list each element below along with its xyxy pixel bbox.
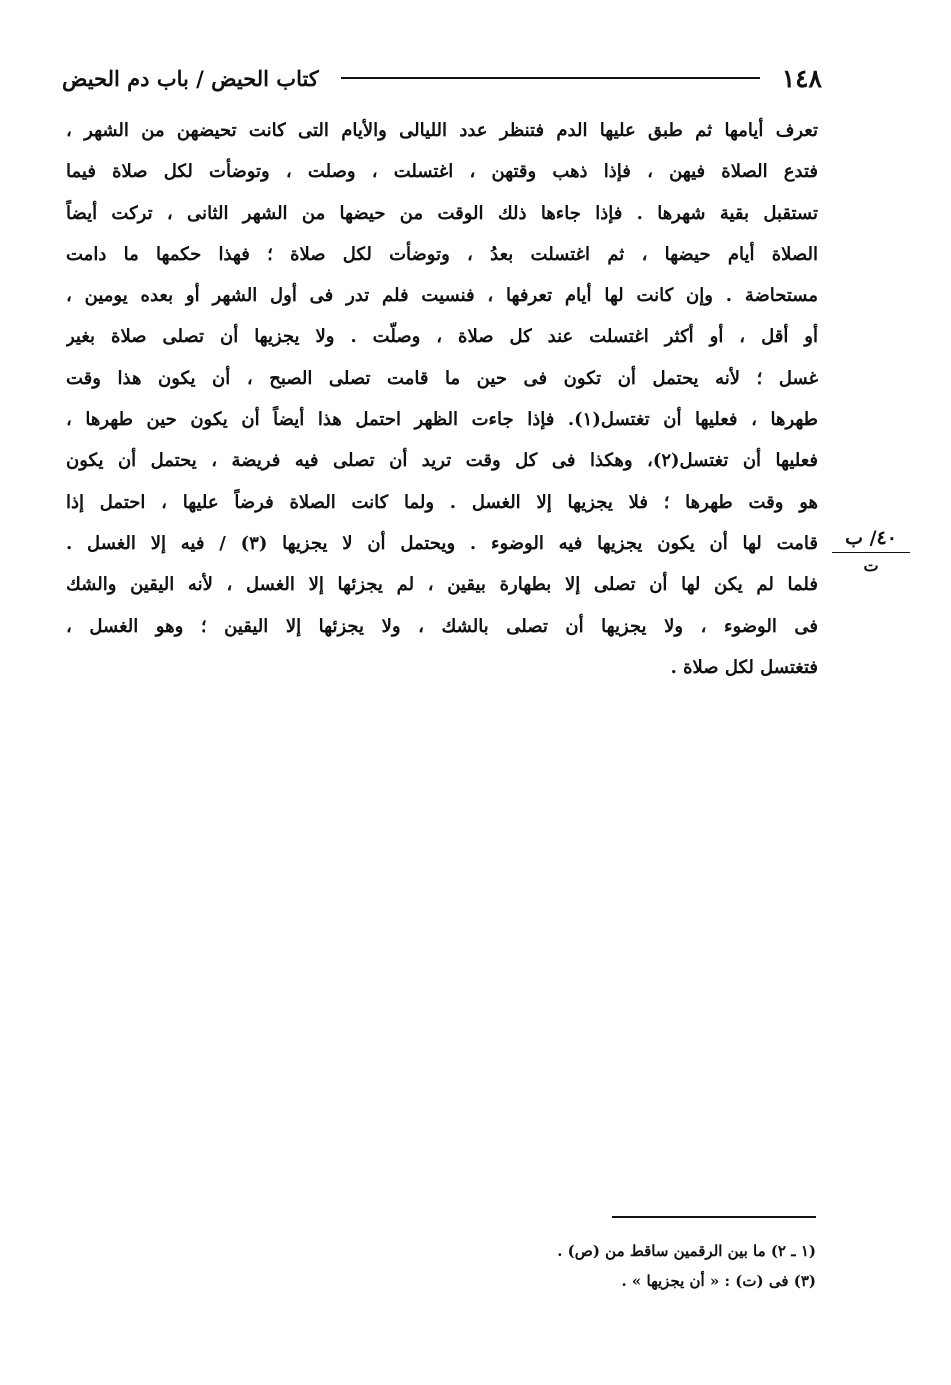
page-number: ١٤٨ [781, 63, 822, 93]
text-line: مستحاضة . وإن كانت لها أيام تعرفها ، فنسيت فلم تدر فى أول الشهر أو بعده يومين ، [66, 285, 818, 307]
running-title: كتاب الحيض / باب دم الحيض [62, 65, 319, 91]
margin-folio-number: ٤٠/ ب [832, 527, 910, 553]
text-line: تعرف أيامها ثم طبق عليها الدم فتنظر عدد الليالى والأيام التى كانت تحيضهن من الشهر ، [66, 120, 818, 141]
margin-folio-note [832, 527, 910, 577]
text-line: فلما لم يكن لها أن تصلى إلا بطهارة بيقين ، لم يجزئها إلا الغسل ، لأنه اليقين والشك [66, 574, 818, 596]
text-line: فتدع الصلاة فيهن ، فإذا ذهب وقتهن ، اغتسلت ، وصلت ، وتوضأت لكل صلاة فيما [66, 161, 818, 183]
page-header [62, 58, 822, 98]
footnote: (٣) فى (ت) : « أن يجزيها » . [621, 1272, 816, 1290]
text-line: طهرها ، فعليها أن تغتسل(١). فإذا جاءت الظهر احتمل هذا أيضاً أن يكون حين طهرها ، [66, 409, 818, 431]
main-text [66, 110, 818, 688]
footnotes [300, 1236, 816, 1296]
header-rule [341, 77, 760, 79]
text-line: قامت لها أن يكون يجزيها فيه الوضوء . ويحتمل أن لا يجزيها (٣) / فيه إلا الغسل . [66, 532, 818, 554]
footnote-rule [612, 1216, 816, 1218]
text-line: الصلاة أيام حيضها ، ثم اغتسلت بعدُ ، وتوضأت لكل صلاة ؛ فهذا حكمها ما دامت [66, 243, 818, 265]
footnote: (١ ـ ٢) ما بين الرقمين ساقط من (ص) . [557, 1242, 816, 1260]
text-line: فى الوضوء ، ولا يجزيها أن تصلى بالشك ، ولا يجزئها إلا اليقين ؛ وهو الغسل ، [66, 615, 818, 637]
text-line: تستقبل بقية شهرها . فإذا جاءها ذلك الوقت من حيضها من الشهر الثانى ، تركت أيضاً [66, 202, 818, 224]
text-line: فتغتسل لكل صلاة . [670, 656, 818, 678]
text-line: هو وقت طهرها ؛ فلا يجزيها إلا الغسل . ولما كانت الصلاة فرضاً عليها ، احتمل إذا [66, 491, 818, 513]
margin-manuscript-siglum: ت [863, 556, 879, 575]
text-line: غسل ؛ لأنه يحتمل أن تكون فى حين ما قامت تصلى الصبح ، أن يكون هذا وقت [66, 367, 818, 389]
text-line: أو أقل ، أو أكثر اغتسلت عند كل صلاة ، وصلّت . ولا يجزيها أن تصلى صلاة بغير [66, 326, 818, 348]
text-line: فعليها أن تغتسل(٢)، وهكذا فى كل وقت تريد أن تصلى فيه فريضة ، يحتمل أن يكون [66, 450, 818, 472]
